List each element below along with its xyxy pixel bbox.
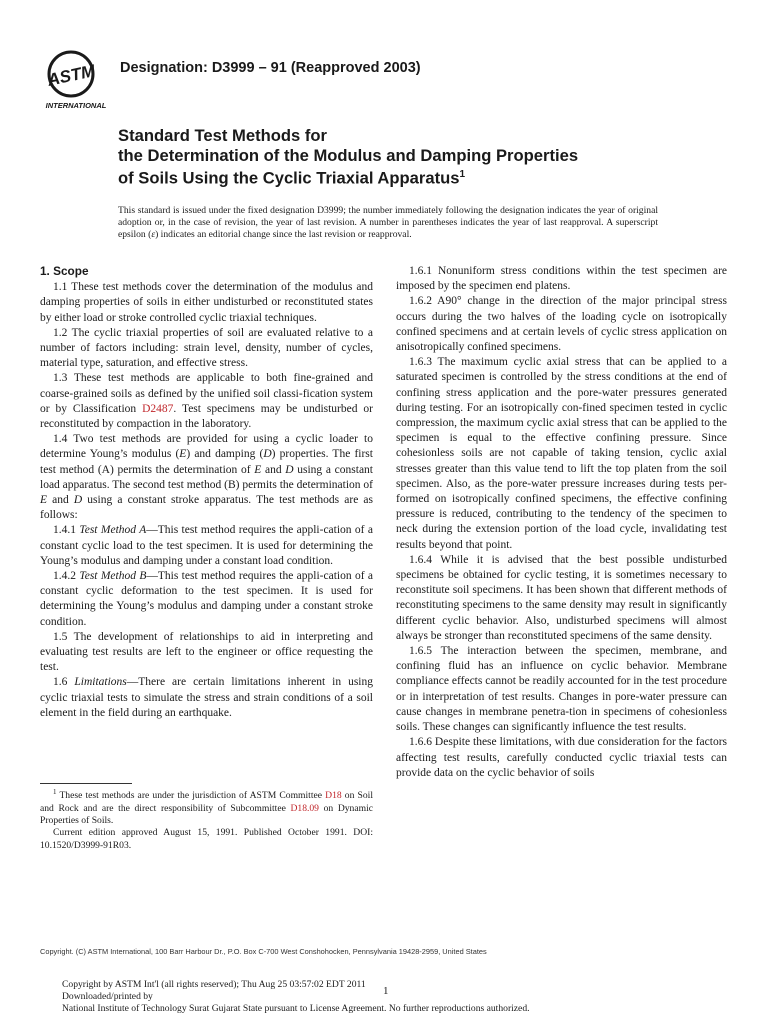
p1-6-label: Limitations xyxy=(74,676,127,689)
title-line-3-text: of Soils Using the Cyclic Triaxial Apparatus xyxy=(118,168,460,188)
paragraph-1-4-2 xyxy=(40,569,373,630)
p1-4-b: ) and damping ( xyxy=(186,448,264,461)
issuance-text-1: This standard is issued under the fixed designation D3999; the number immediately following the designation indicates the year of original adoption or, in the case of revision, the year of last revision. A number in parentheses indicates the year of last reapproval. A superscript epsilon ( xyxy=(118,205,658,241)
issuance-epsilon: ε xyxy=(151,229,156,241)
footnote-text-a: These test methods are under the jurisdiction of ASTM Committee xyxy=(56,790,326,802)
designation: Designation: D3999 – 91 (Reapproved 2003) xyxy=(120,60,421,76)
stamp-line-3: National Institute of Technology Surat Gujarat State pursuant to License Agreement. No further reproductions authorized. xyxy=(62,1002,530,1014)
paragraph-1-6-4: 1.6.4 While it is advised that the best possible undisturbed specimens be obtained for cyclic testing, it is sometimes necessary to reconstitute soil specimens. It has been shown that different methods of reconstituting specimens to the same density may result in significantly different cyclic behavior. Also, undisturbed specimens will almost always be stronger than reconstituted specimens of the same density. xyxy=(396,553,727,642)
copyright-line: Copyright. (C) ASTM International, 100 Barr Harbour Dr., P.O. Box C-700 West Conshohocken, Pennsylvania 19428-2959, United States xyxy=(40,947,487,956)
paragraph-1-6-6: 1.6.6 Despite these limitations, with due consideration for the factors affecting test results, carefully conducted cyclic triaxial tests can provide data on the cyclic behavior of soils xyxy=(396,736,727,779)
subcommittee-d18-09-link[interactable]: D18.09 xyxy=(290,802,319,814)
page-number: 1 xyxy=(383,985,389,997)
title-footnote-mark: 1 xyxy=(459,169,466,180)
issuance-note xyxy=(118,205,658,242)
p1-4-2-num: 1.4.2 xyxy=(53,570,80,583)
title-line-2: the Determination of the Modulus and Damping Properties xyxy=(118,145,579,165)
footnotes xyxy=(40,786,373,852)
p1-4-g: using a constant stroke apparatus. The test methods are as follows: xyxy=(40,494,373,522)
p1-3-text-a: 1.3 These test methods are applicable to both fine-grained and coarse-grained soils as defined by the unified soil classi-fication system or by Classification xyxy=(40,372,373,415)
logo-text: ASTM xyxy=(45,61,97,90)
p1-4-c: ) properties. The first test method (A) permits the determination of xyxy=(40,448,373,476)
p1-3-text-b: . Test specimens may be undisturbed or reconstituted by compaction in the laboratory. xyxy=(40,402,373,431)
paragraph-1-6-3: 1.6.3 The maximum cyclic axial stress that can be applied to a saturated specimen is controlled by the stress conditions at the end of confining stress application and the pore-water pressures generated during testing. For an isotropically con-fined specimen tested in cyclic compression, the maximum cyclic axial stress that can be applied to the specimen is equal to the effective confining pressure. Since cohesionless soils are not capable of taking tension, cyclic axial stresses greater than this value tend to lift the top platen from the soil specimen. Also, as the pore-water pressure increases during tests per-formed on isotropically confined specimens, the effective confining pressure is reduced, contributing to the tendency of the specimen to neck during the extension portion of the load cycle, invalidating test results beyond that point. xyxy=(396,356,727,551)
p1-4-f: and xyxy=(47,494,74,507)
document-title xyxy=(118,126,678,188)
left-column xyxy=(40,264,373,721)
footnote-divider xyxy=(40,783,132,784)
astm-logo xyxy=(38,46,114,112)
paragraph-1-4 xyxy=(40,432,373,523)
p1-4-1-num: 1.4.1 xyxy=(53,524,80,537)
p1-4-symbol-E: E xyxy=(40,494,48,507)
right-column xyxy=(396,264,727,781)
edition-note: Current edition approved August 15, 1991. Published October 1991. DOI: 10.1520/D3999-91R03. xyxy=(40,827,373,851)
p1-4-symbol-D: D xyxy=(73,494,83,507)
title-line-1: Standard Test Methods for xyxy=(118,126,327,145)
download-stamp xyxy=(62,979,530,1014)
p1-4-d: and xyxy=(261,463,286,476)
p1-4-2-label: Test Method B xyxy=(79,570,147,583)
stamp-line-1: Copyright by ASTM Int'l (all rights reserved); Thu Aug 25 03:57:02 EDT 2011 xyxy=(62,979,366,990)
p1-4-symbol-E: E xyxy=(179,448,187,461)
paragraph-1-1: 1.1 These test methods cover the determination of the modulus and damping properties of soils in either undisturbed or reconstituted states by either load or stroke controlled cyclic triaxial techniques. xyxy=(40,281,373,324)
stamp-line-2: Downloaded/printed by xyxy=(62,990,153,1002)
paragraph-1-2: 1.2 The cyclic triaxial properties of soil are evaluated relative to a number of factors including: strain level, density, number of cycles, material type, saturation, and effective stress. xyxy=(40,326,373,370)
paragraph-1-4-1 xyxy=(40,523,373,569)
p1-4-symbol-D: D xyxy=(285,463,294,476)
footnote-text-c: on Dynamic Properties of Soils. xyxy=(40,802,373,826)
paragraph-1-3 xyxy=(40,371,373,432)
footnote-mark: 1 xyxy=(53,788,57,796)
d2487-link[interactable]: D2487 xyxy=(142,402,174,415)
paragraph-1-6-1: 1.6.1 Nonuniform stress conditions within the test specimen are imposed by the specimen end platens. xyxy=(396,265,727,293)
paragraph-1-6-2: 1.6.2 A90° change in the direction of the major principal stress occurs during the two halves of the loading cycle on isotropically confined specimens and at certain levels of cyclic stress application on anisotropically confined specimens. xyxy=(396,295,727,354)
issuance-text-2: ) indicates an editorial change since the last revision or reapproval. xyxy=(155,229,412,241)
section-heading-scope: 1. Scope xyxy=(40,264,89,278)
p1-6-num: 1.6 xyxy=(53,676,75,689)
p1-4-1-text: —This test method requires the appli-cation of a constant cyclic load to the test specimen. It is used for determining the Young’s modulus and damping under a constant load condition. xyxy=(40,524,374,567)
footnote-1 xyxy=(40,786,373,827)
logo-subtext: INTERNATIONAL xyxy=(45,101,107,110)
footnote-text-b: on Soil and Rock and are the direct responsibility of Subcommittee xyxy=(40,790,373,814)
p1-4-symbol-E: E xyxy=(254,463,262,476)
title-line-3 xyxy=(118,165,678,188)
p1-4-symbol-D: D xyxy=(263,448,272,461)
p1-4-e: using a constant load apparatus. The second test method (B) permits the determination of xyxy=(40,463,373,491)
committee-d18-link[interactable]: D18 xyxy=(325,790,342,802)
paragraph-1-6 xyxy=(40,675,373,721)
p1-4-a: 1.4 Two test methods are provided for using a cyclic loader to determine Young’s modulus ( xyxy=(40,433,373,461)
p1-4-2-text: —This test method requires the appli-cation of a constant cyclic deformation to the test specimen. It is used for determining the Young’s modulus and damping under a constant stroke condition. xyxy=(40,570,374,628)
p1-4-1-label: Test Method A xyxy=(79,524,147,537)
paragraph-1-6-5: 1.6.5 The interaction between the specimen, membrane, and confining fluid has an influence on cyclic behavior. Membrane compliance effects cannot be readily accounted for in the test procedure or in interpretation of test results. Changes in pore-water pressure can cause changes in membrane penetra-tion in specimens of cohesionless soils. These changes can significantly influence the test results. xyxy=(396,645,727,734)
p1-6-text: —There are certain limitations inherent in using cyclic triaxial tests to simulate the stress and strain conditions of a soil element in the field during an earthquake. xyxy=(40,676,374,719)
paragraph-1-5: 1.5 The development of relationships to aid in interpreting and evaluating test results are left to the engineer or office requesting the test. xyxy=(40,630,373,674)
